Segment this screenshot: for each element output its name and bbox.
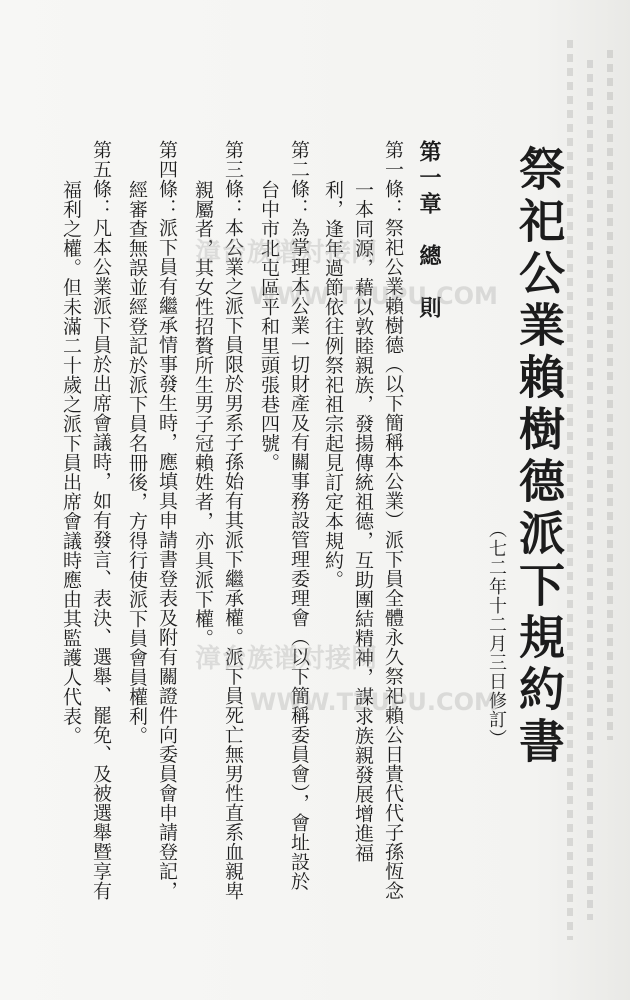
document-title: 祭祀公業賴樹德派下規約書 (512, 145, 566, 769)
article-3-line-1: 第三條：本公業之派下員限於男系子孫始有其派下繼承權。派下員死亡無男性直系血親卑 (222, 140, 244, 901)
bleed-through-text (560, 40, 630, 940)
article-4-line-1: 第四條：派下員有繼承情事發生時，應填具申請書登表及附有關證件向委員會申請登記， (156, 140, 178, 901)
article-1-line-2: 一本同源，藉以敦睦親族，發揚傳統祖德，互助團結精神，謀求族親發展增進福 (352, 180, 374, 863)
watermark-url-bottom: WWW.TZUPU.COM (250, 688, 498, 716)
article-1-line-3: 利，逢年過節依往例祭祀祖宗起見訂定本規約。 (322, 180, 344, 590)
article-2-line-1: 第二條：為掌理本公業一切財產及有關事務設管理委理會（以下簡稱委員會），會址設於 (288, 140, 310, 891)
article-4-line-2: 經審查無誤並經登記於派下員名冊後，方得行使派下員會員權利。 (126, 180, 148, 746)
article-5-line-2: 福利之權。但未滿二十歲之派下員出席會議時應由其監護人代表。 (60, 180, 82, 746)
article-1-line-1: 第一條：祭祀公業賴樹德（以下簡稱本公業）派下員全體永久祭祀賴公日貴代代子孫恆念 (382, 140, 404, 901)
watermark-site-name-bottom: 漳台族谱对接网 (195, 644, 378, 674)
revision-date: （七二年十二月三日修訂） (486, 520, 507, 748)
article-5-line-1: 第五條：凡本公業派下員於出席會議時，如有發言、表決、選舉、罷免、及被選舉暨享有 (90, 140, 112, 901)
chapter-heading: 第一章 總 則 (416, 140, 442, 322)
article-3-line-2: 親屬者，其女性招贅所生男子冠賴姓者，亦具派下權。 (192, 180, 214, 648)
watermark-site-name-top: 漳台族谱对接网 (195, 238, 378, 268)
watermark-url-top: WWW.TZUPU.COM (250, 282, 498, 310)
article-2-line-2: 台中市北屯區平和里頭張巷四號。 (258, 180, 280, 473)
